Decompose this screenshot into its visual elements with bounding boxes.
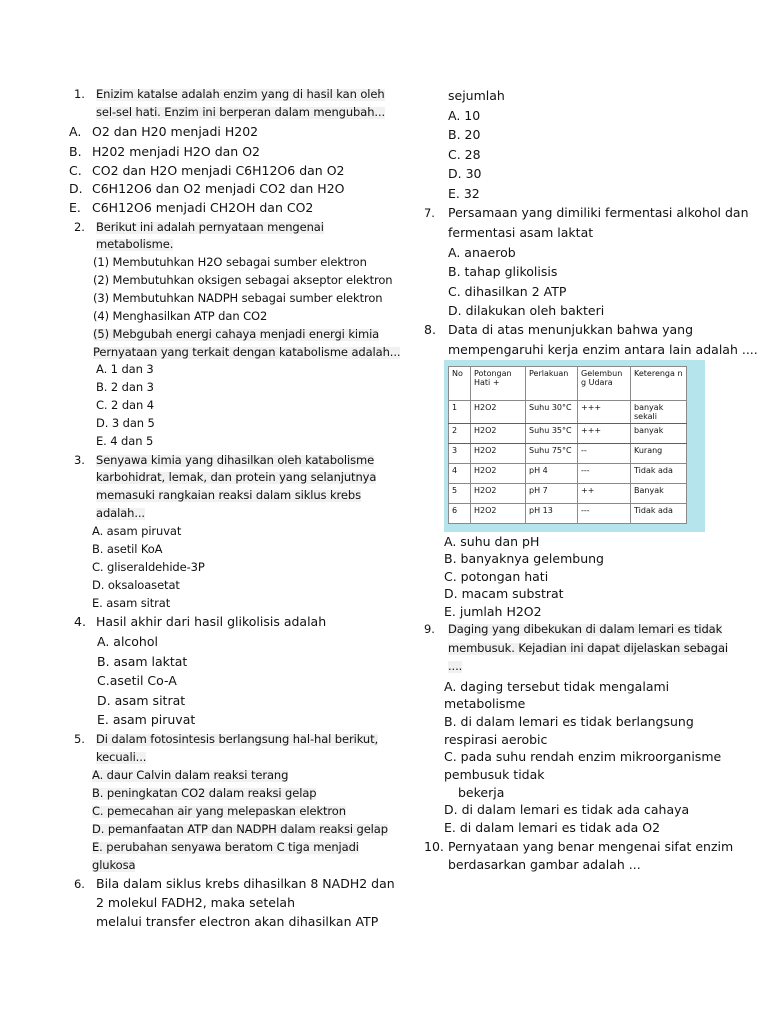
table-header-cell: Perlakuan (526, 367, 578, 401)
question-2-number: 2. (74, 220, 85, 234)
question-6-text-line4: sejumlah (448, 88, 505, 103)
question-8-text-line2: mempengaruhi kerja enzim antara lain adalah .... (448, 342, 758, 357)
question-4-option-e: E. asam piruvat (97, 712, 196, 727)
question-9-option-c: C. pada suhu rendah enzim mikroorganisme (444, 749, 722, 764)
question-2-option-b: B. 2 dan 3 (96, 380, 154, 394)
table-cell: --- (578, 504, 631, 524)
table-cell: ++ (578, 484, 631, 504)
question-2-text-line1: Berikut ini adalah pernyataan mengenai (96, 220, 324, 234)
question-9-option-b: B. di dalam lemari es tidak berlangsung (444, 714, 694, 729)
table-cell: -- (578, 444, 631, 464)
question-9-number: 9. (424, 622, 435, 636)
question-1-text-line1: Enizim katalse adalah enzim yang di hasil kan oleh (96, 87, 385, 101)
table-cell: Tidak ada (631, 464, 687, 484)
question-3-option-e: E. asam sitrat (92, 596, 171, 610)
question-5-text-line1: Di dalam fotosintesis berlangsung hal-hal berikut, (96, 732, 379, 746)
question-8-option-a: A. suhu dan pH (444, 534, 540, 549)
question-9-option-b-cont: respirasi aerobic (444, 732, 548, 747)
question-2-statement-3: (3) Membutuhkan NADPH sebagai sumber elektron (93, 291, 383, 305)
question-7-option-a: A. anaerob (448, 245, 516, 260)
question-5-option-d: D. pemanfaatan ATP dan NADPH dalam reaksi gelap (92, 822, 388, 836)
question-3-number: 3. (74, 453, 85, 467)
table-cell: --- (578, 464, 631, 484)
question-1-option-c-text: CO2 dan H2O menjadi C6H12O6 dan O2 (92, 163, 345, 178)
question-3-option-a: A. asam piruvat (92, 524, 182, 538)
question-2-statement-1: (1) Membutuhkan H2O sebagai sumber elektron (93, 255, 367, 269)
question-9-option-a: A. daging tersebut tidak mengalami (444, 679, 670, 694)
question-6-text-line1: Bila dalam siklus krebs dihasilkan 8 NADH2 dan (96, 876, 395, 891)
question-7-option-b: B. tahap glikolisis (448, 264, 558, 279)
question-4-option-c: C.asetil Co-A (97, 673, 177, 688)
question-4-option-b: B. asam laktat (97, 654, 188, 669)
question-9-option-e: E. di dalam lemari es tidak ada O2 (444, 820, 661, 835)
question-2-statement-4: (4) Menghasilkan ATP dan CO2 (93, 309, 268, 323)
question-7-text-line2: fermentasi asam laktat (448, 225, 594, 240)
question-4-option-a: A. alcohol (97, 634, 158, 649)
question-5-option-c: C. pemecahan air yang melepaskan elektron (92, 804, 346, 818)
table-row (449, 484, 687, 504)
question-3-text-line2: karbohidrat, lemak, dan protein yang selanjutnya (96, 470, 377, 484)
question-5-option-e: E. perubahan senyawa beratom C tiga menjadi (92, 840, 359, 854)
question-6-option-c: C. 28 (448, 147, 481, 162)
table-header-cell: Gelembun g Udara (578, 367, 631, 401)
question-2-text-line2: metabolisme. (96, 237, 174, 251)
question-4-number: 4. (74, 614, 86, 629)
question-9-text-line2: membusuk. Kejadian ini dapat dijelaskan sebagai (448, 641, 728, 655)
question-2-option-e: E. 4 dan 5 (96, 434, 154, 448)
question-7-option-c: C. dihasilkan 2 ATP (448, 284, 567, 299)
question-9-text-line3: .... (448, 659, 463, 673)
question-7-number: 7. (424, 206, 435, 220)
table-cell: +++ (578, 401, 631, 424)
table-cell: 3 (449, 444, 471, 464)
question-6-option-e: E. 32 (448, 186, 480, 201)
table-cell: +++ (578, 424, 631, 444)
question-10-text-line2: berdasarkan gambar adalah ... (448, 857, 641, 872)
table-cell: Suhu 30°C (526, 401, 578, 424)
question-6-option-d: D. 30 (448, 166, 482, 181)
question-3-text-line1: Senyawa kimia yang dihasilkan oleh katabolisme (96, 453, 375, 467)
question-1-option-c-letter: C. (69, 163, 82, 178)
question-5-text-line2: kecuali... (96, 750, 147, 764)
question-9-option-a-cont: metabolisme (444, 696, 526, 711)
question-9-option-d: D. di dalam lemari es tidak ada cahaya (444, 802, 690, 817)
table-row (449, 424, 687, 444)
question-4-text-line1: Hasil akhir dari hasil glikolisis adalah (96, 614, 327, 629)
question-2-option-a: A. 1 dan 3 (96, 362, 154, 376)
question-7-text-line1: Persamaan yang dimiliki fermentasi alkohol dan (448, 205, 749, 220)
question-5-number: 5. (74, 732, 85, 746)
question-1-option-b-text: H202 menjadi H2O dan O2 (92, 144, 260, 159)
table-header-cell: No (449, 367, 471, 401)
question-1-option-a-text: O2 dan H20 menjadi H202 (92, 124, 259, 139)
table-cell: pH 7 (526, 484, 578, 504)
enzyme-data-table-image (444, 360, 705, 532)
table-cell: 2 (449, 424, 471, 444)
question-1-option-a-letter: A. (69, 124, 82, 139)
question-8-option-b: B. banyaknya gelembung (444, 551, 604, 566)
question-1-option-e-letter: E. (69, 200, 81, 215)
question-4-option-d: D. asam sitrat (97, 693, 186, 708)
table-cell: 4 (449, 464, 471, 484)
question-10-number: 10. (424, 839, 444, 854)
table-cell: H2O2 (471, 401, 526, 424)
question-2-statement-5: (5) Mebgubah energi cahaya menjadi energi kimia (93, 327, 380, 341)
table-cell: H2O2 (471, 504, 526, 524)
table-cell: Suhu 35°C (526, 424, 578, 444)
table-cell: 6 (449, 504, 471, 524)
question-10-text-line1: Pernyataan yang benar mengenai sifat enzim (448, 839, 734, 854)
question-8-option-d: D. macam substrat (444, 586, 564, 601)
question-9-text-line1: Daging yang dibekukan di dalam lemari es tidak (448, 622, 723, 636)
question-8-text-line1: Data di atas menunjukkan bahwa yang (448, 322, 694, 337)
table-cell: 5 (449, 484, 471, 504)
table-cell: H2O2 (471, 484, 526, 504)
question-5-option-e-continued: glukosa (92, 858, 136, 872)
question-6-text-line3: melalui transfer electron akan dihasilkan ATP (96, 914, 379, 929)
table-row (449, 504, 687, 524)
table-row (449, 401, 687, 424)
question-6-text-line2: 2 molekul FADH2, maka setelah (96, 895, 295, 910)
question-6-number: 6. (74, 877, 85, 891)
table-cell: banyak (631, 424, 687, 444)
table-row (449, 444, 687, 464)
question-2-option-c: C. 2 dan 4 (96, 398, 154, 412)
question-3-option-d: D. oksaloasetat (92, 578, 180, 592)
table-cell: Banyak (631, 484, 687, 504)
question-8-option-c: C. potongan hati (444, 569, 549, 584)
table-header-row (449, 367, 687, 401)
question-1-option-d-text: C6H12O6 dan O2 menjadi CO2 dan H2O (92, 181, 345, 196)
question-9-option-c-cont: pembusuk tidak (444, 767, 545, 782)
enzyme-data-table (448, 366, 687, 524)
question-1-option-e-text: C6H12O6 menjadi CH2OH dan CO2 (92, 200, 314, 215)
question-1-option-b-letter: B. (69, 144, 82, 159)
table-cell: H2O2 (471, 424, 526, 444)
table-header-cell: Keterenga n (631, 367, 687, 401)
question-8-number: 8. (424, 322, 436, 337)
question-3-text-line3: memasuki rangkaian reaksi dalam siklus krebs (96, 488, 361, 502)
question-2-statement-2: (2) Membutuhkan oksigen sebagai akseptor elektron (93, 273, 393, 287)
question-5-option-b: B. peningkatan CO2 dalam reaksi gelap (92, 786, 317, 800)
table-cell: Suhu 75°C (526, 444, 578, 464)
question-2-option-d: D. 3 dan 5 (96, 416, 155, 430)
question-1-number: 1. (74, 87, 85, 101)
table-header-cell: Potongan Hati + (471, 367, 526, 401)
question-6-option-b: B. 20 (448, 127, 481, 142)
table-cell: banyak sekali (631, 401, 687, 424)
question-7-option-d: D. dilakukan oleh bakteri (448, 303, 605, 318)
table-cell: H2O2 (471, 444, 526, 464)
table-cell: Kurang (631, 444, 687, 464)
table-row (449, 464, 687, 484)
question-8-option-e: E. jumlah H2O2 (444, 604, 542, 619)
question-5-option-a: A. daur Calvin dalam reaksi terang (92, 768, 289, 782)
table-cell: pH 13 (526, 504, 578, 524)
question-3-option-b: B. asetil KoA (92, 542, 163, 556)
question-9-option-c-cont2: bekerja (458, 785, 505, 800)
question-3-text-line4: adalah... (96, 506, 145, 520)
table-cell: Tidak ada (631, 504, 687, 524)
table-cell: 1 (449, 401, 471, 424)
table-cell: pH 4 (526, 464, 578, 484)
question-1-option-d-letter: D. (69, 181, 83, 196)
table-cell: H2O2 (471, 464, 526, 484)
question-2-question: Pernyataan yang terkait dengan katabolisme adalah... (93, 345, 401, 359)
question-3-option-c: C. gliseraldehide-3P (92, 560, 205, 574)
question-1-text-line2: sel-sel hati. Enzim ini berperan dalam mengubah... (96, 105, 386, 119)
question-6-option-a: A. 10 (448, 108, 481, 123)
